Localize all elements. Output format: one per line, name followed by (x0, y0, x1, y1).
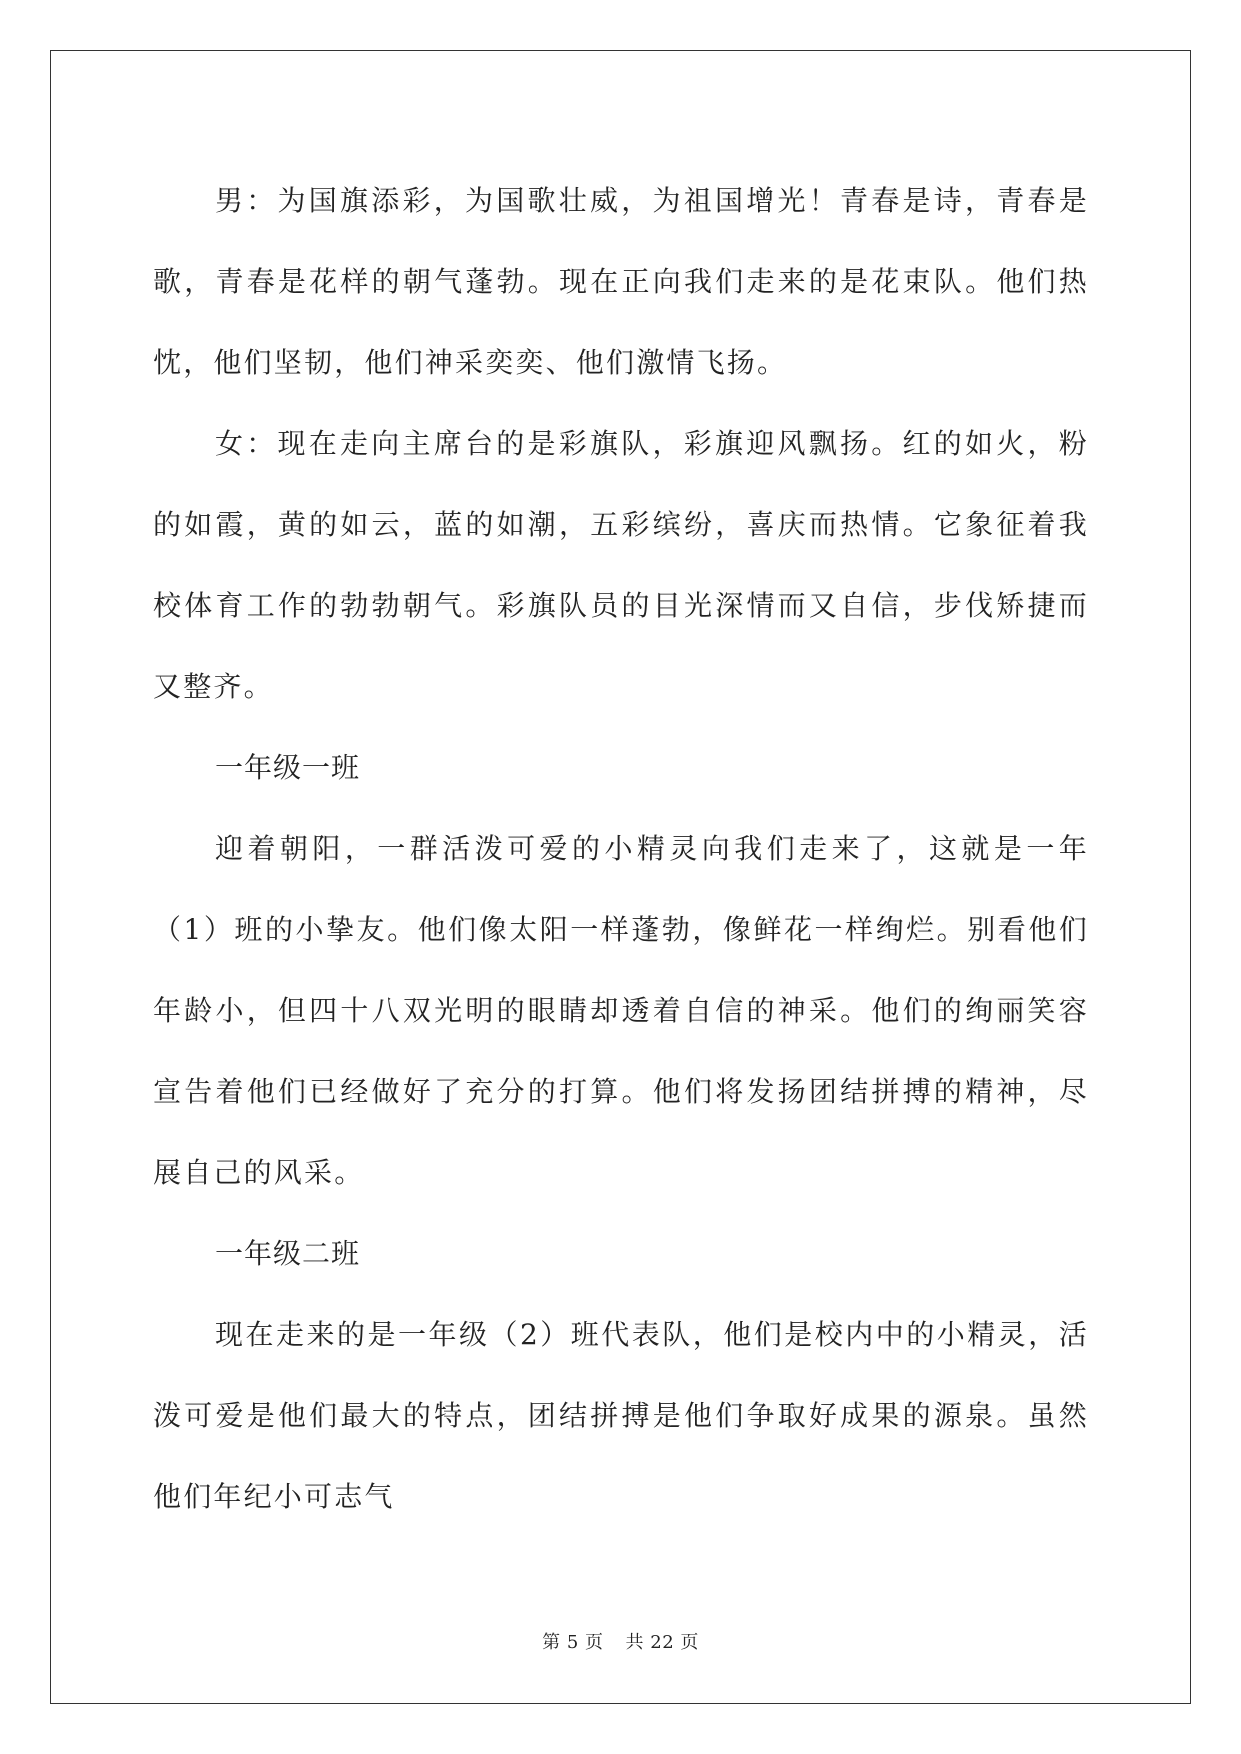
section-heading-class-1: 一年级一班 (215, 751, 361, 784)
document-body (153, 160, 1089, 1537)
section-heading-class-2: 一年级二班 (215, 1237, 361, 1270)
page-footer (0, 1628, 1241, 1654)
paragraph-male-speech: 男：为国旗添彩，为国歌壮威，为祖国增光！青春是诗，青春是歌，青春是花样的朝气蓬勃。现在正向我们走来的是花束队。他们热忱，他们坚韧，他们神采奕奕、他们激情飞扬。 (153, 184, 1089, 379)
paragraph-class-2: 现在走来的是一年级（2）班代表队，他们是校内中的小精灵，活泼可爱是他们最大的特点，团结拼搏是他们争取好成果的源泉。虽然他们年纪小可志气 (153, 1318, 1089, 1513)
paragraph-class-1: 迎着朝阳，一群活泼可爱的小精灵向我们走来了，这就是一年（1）班的小挚友。他们像太阳一样蓬勃，像鲜花一样绚烂。别看他们年龄小，但四十八双光明的眼睛却透着自信的神采。他们的绚丽笑容宣告着他们已经做好了充分的打算。他们将发扬团结拼搏的精神，尽展自己的风采。 (153, 832, 1089, 1189)
paragraph-female-speech: 女：现在走向主席台的是彩旗队，彩旗迎风飘扬。红的如火，粉的如霞，黄的如云，蓝的如潮，五彩缤纷，喜庆而热情。它象征着我校体育工作的勃勃朝气。彩旗队员的目光深情而又自信，步伐矫捷而又整齐。 (153, 427, 1089, 703)
page-number: 第 5 页 (542, 1632, 604, 1653)
page-total: 共 22 页 (625, 1632, 699, 1653)
